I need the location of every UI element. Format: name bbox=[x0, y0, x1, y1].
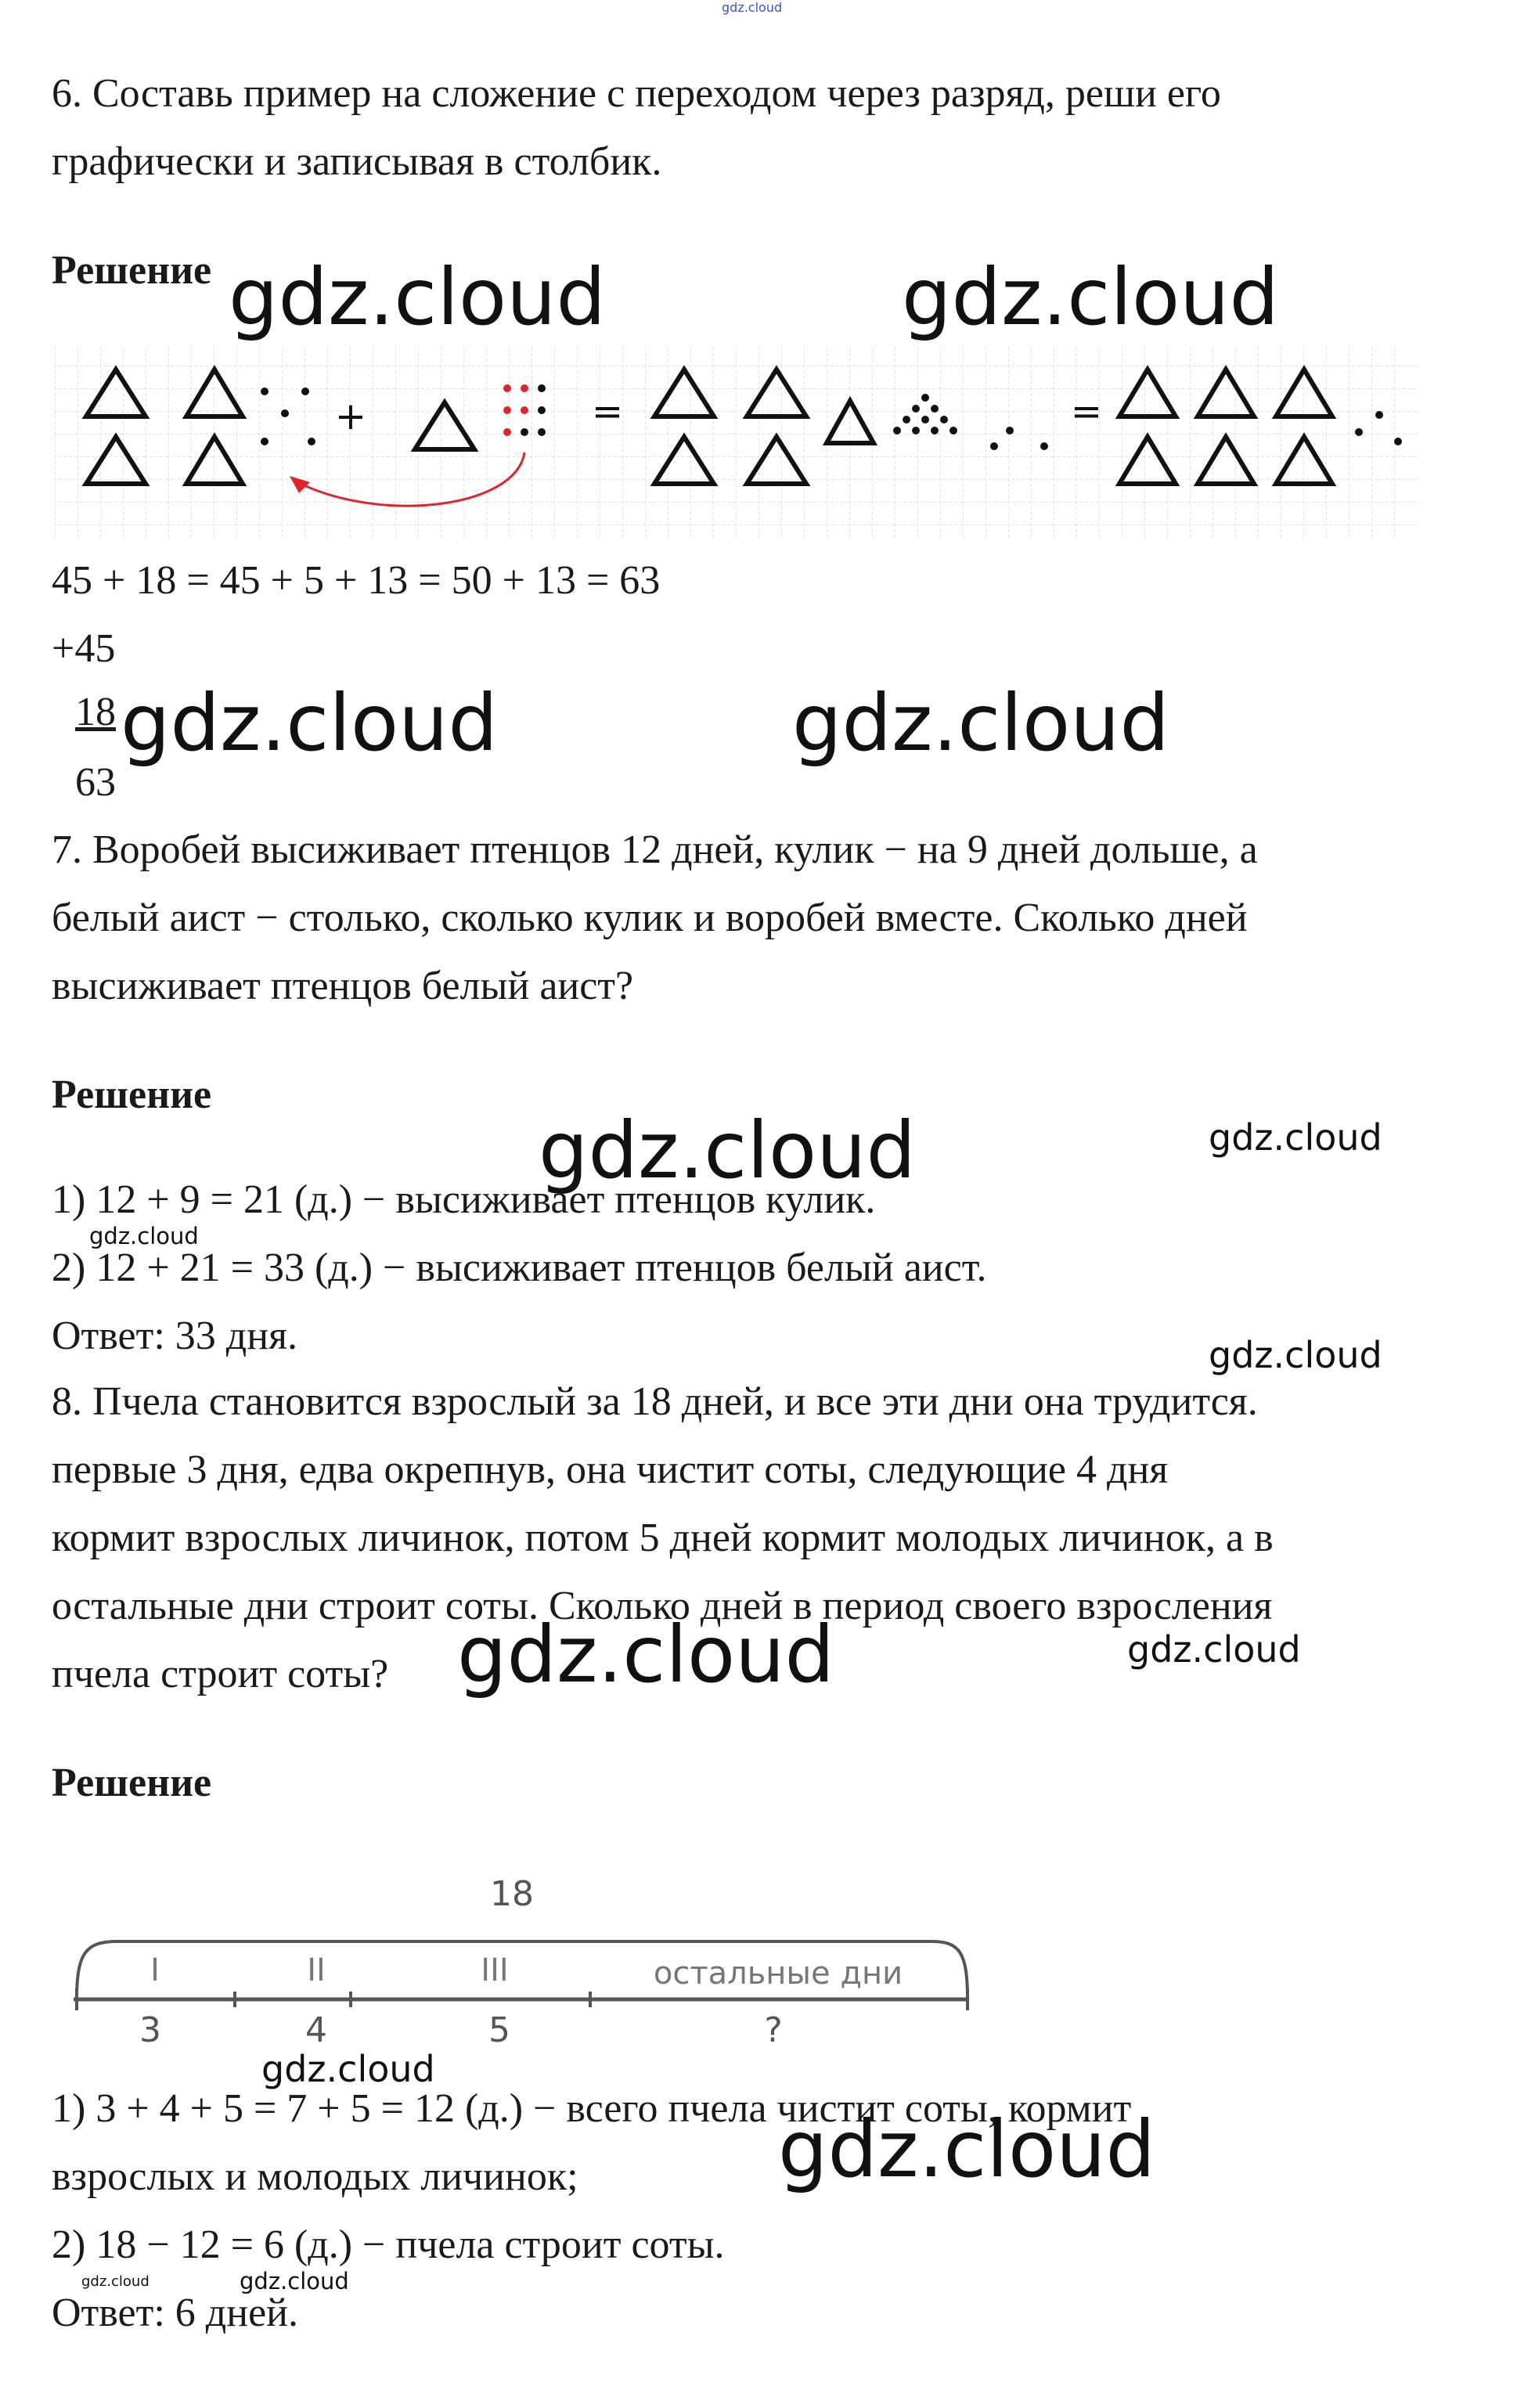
segment-label: II bbox=[307, 1952, 326, 1988]
equals-sign: = bbox=[1070, 390, 1103, 434]
segment-value: 3 bbox=[139, 2010, 161, 2050]
unit-dot bbox=[931, 427, 939, 434]
task8-step2: 2) 18 − 12 = 6 (д.) − пчела строит соты. bbox=[52, 2222, 725, 2267]
watermark: gdz.cloud bbox=[539, 1105, 917, 1196]
task7-step1: 1) 12 + 9 = 21 (д.) − высиживает птенцов кулик. bbox=[52, 1177, 876, 1222]
watermark: gdz.cloud bbox=[1127, 1628, 1301, 1671]
task6-addition-figure bbox=[55, 343, 1417, 539]
watermark: gdz.cloud bbox=[121, 677, 499, 769]
grid-background bbox=[55, 348, 1417, 539]
watermark: gdz.cloud bbox=[81, 2273, 150, 2290]
unit-dot bbox=[1006, 427, 1014, 434]
unit-dot bbox=[921, 394, 929, 402]
unit-dot bbox=[912, 427, 920, 434]
task8-step1-line2: взрослых и молодых личинок; bbox=[52, 2154, 578, 2199]
watermark: gdz.cloud bbox=[1209, 1334, 1382, 1376]
segment-label: III bbox=[481, 1952, 509, 1988]
task8-answer: Ответ: 6 дней. bbox=[52, 2291, 298, 2335]
unit-dot-red bbox=[521, 406, 528, 414]
unit-dot bbox=[521, 428, 528, 436]
unit-dot-red bbox=[503, 428, 511, 436]
task8-solution-heading: Решение bbox=[52, 1761, 212, 1805]
task7-step2: 2) 12 + 21 = 33 (д.) − высиживает птенцов белый аист. bbox=[52, 1245, 987, 1290]
unit-dot bbox=[1040, 442, 1048, 450]
diagram-total-label: 18 bbox=[490, 1874, 534, 1914]
unit-dot bbox=[1394, 438, 1402, 445]
task6-equation: 45 + 18 = 45 + 5 + 13 = 50 + 13 = 63 bbox=[52, 558, 661, 603]
unit-dot bbox=[940, 416, 948, 424]
task6-column-top: +45 bbox=[52, 626, 116, 671]
task7-text-line2: белый аист − столько, сколько кулик и воробей вместе. Сколько дней bbox=[52, 896, 1248, 940]
segment-value: ? bbox=[764, 2010, 783, 2050]
task6-column-mid: 18 bbox=[75, 690, 116, 734]
segment-label: остальные дни bbox=[653, 1956, 903, 1992]
task6-solution-heading: Решение bbox=[52, 248, 212, 293]
segment-value: 4 bbox=[305, 2010, 327, 2050]
unit-dot bbox=[949, 427, 957, 434]
unit-dot bbox=[308, 438, 315, 445]
unit-dot-red bbox=[521, 384, 528, 392]
task8-text-line4: остальные дни строит соты. Сколько дней в период своего взросления bbox=[52, 1584, 1273, 1628]
watermark-top: gdz.cloud bbox=[722, 0, 783, 15]
unit-dot bbox=[903, 416, 910, 424]
unit-dot bbox=[538, 428, 546, 436]
watermark: gdz.cloud bbox=[778, 2103, 1156, 2195]
unit-dot bbox=[261, 388, 268, 395]
unit-dot-red bbox=[503, 406, 511, 414]
unit-dot bbox=[912, 405, 920, 413]
unit-dot bbox=[301, 388, 309, 395]
segment-value: 5 bbox=[488, 2010, 510, 2050]
unit-dot bbox=[1375, 411, 1383, 419]
watermark: gdz.cloud bbox=[261, 2048, 435, 2090]
task8-text-line5: пчела строит соты? bbox=[52, 1652, 389, 1696]
task8-text-line2: первые 3 дня, едва окрепнув, она чистит соты, следующие 4 дня bbox=[52, 1447, 1169, 1492]
unit-dot bbox=[893, 427, 901, 434]
watermark: gdz.cloud bbox=[1209, 1116, 1382, 1159]
equals-sign: = bbox=[591, 390, 624, 434]
task8-text-line3: кормит взрослых личинок, потом 5 дней кормит молодых личинок, а в bbox=[52, 1516, 1274, 1560]
task7-text-line3: высиживает птенцов белый аист? bbox=[52, 964, 634, 1008]
unit-dot-red bbox=[503, 384, 511, 392]
task7-text-line1: 7. Воробей высиживает птенцов 12 дней, кулик − на 9 дней дольше, а bbox=[52, 827, 1258, 872]
watermark: gdz.cloud bbox=[792, 677, 1170, 769]
watermark: gdz.cloud bbox=[89, 1223, 199, 1249]
unit-dot bbox=[990, 442, 998, 450]
unit-dot bbox=[538, 384, 546, 392]
task6-text-line1: 6. Составь пример на сложение с переходом через разряд, реши его bbox=[52, 71, 1221, 116]
task6-column-bot: 63 bbox=[75, 760, 116, 805]
unit-dot bbox=[261, 438, 268, 445]
task6-text-line2: графически и записывая в столбик. bbox=[52, 139, 662, 184]
watermark: gdz.cloud bbox=[240, 2268, 349, 2294]
segment-label: I bbox=[150, 1952, 160, 1988]
task7-solution-heading: Решение bbox=[52, 1072, 212, 1117]
watermark: gdz.cloud bbox=[457, 1609, 835, 1700]
unit-dot bbox=[1355, 428, 1363, 436]
unit-dot bbox=[281, 409, 289, 417]
task8-segment-diagram bbox=[55, 1865, 978, 2060]
plus-sign: + bbox=[334, 395, 367, 438]
unit-dot bbox=[931, 405, 939, 413]
unit-dot bbox=[538, 406, 546, 414]
unit-dot bbox=[921, 416, 929, 424]
task7-answer: Ответ: 33 дня. bbox=[52, 1314, 297, 1358]
watermark: gdz.cloud bbox=[902, 251, 1280, 343]
task8-text-line1: 8. Пчела становится взрослый за 18 дней, и все эти дни она трудится. bbox=[52, 1379, 1258, 1424]
task8-step1-line1: 1) 3 + 4 + 5 = 7 + 5 = 12 (д.) − всего пчела чистит соты, кормит bbox=[52, 2086, 1132, 2131]
watermark: gdz.cloud bbox=[229, 251, 607, 343]
